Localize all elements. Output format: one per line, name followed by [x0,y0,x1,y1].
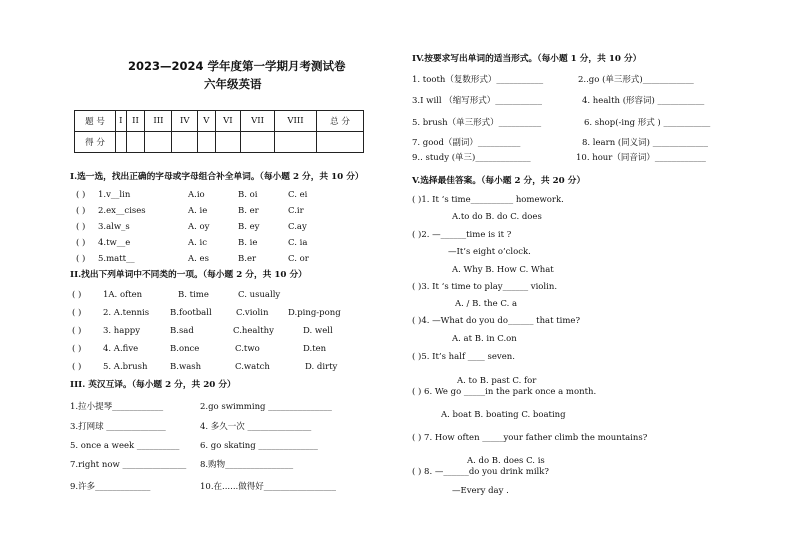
translation-item[interactable]: 5. once a week __________ [70,441,180,451]
option-a: A. ie [188,206,208,216]
mc-question[interactable]: ( )1. It ‘s time__________ homework. [412,195,564,205]
page-subtitle: 六年级英语 [204,77,262,91]
mc-options: —Every day . [452,486,509,496]
mc-options: A. do B. does C. is [467,456,545,466]
option-b: B.wash [170,362,202,372]
section-1-heading: I.选一选，找出正确的字母或字母组合补全单词。（每小题 2 分，共 10 分） [70,172,364,182]
score-col-total: 总 分 [317,111,364,132]
option-b: B. oi [238,190,258,200]
question-text: 2.ex__cises [98,206,146,216]
translation-item[interactable]: 10.在......做得好_________________ [200,482,336,492]
translation-item[interactable]: 8.购物________________ [200,460,294,470]
section-2-heading: II.找出下列单词中不同类的一项。（每小题 2 分，共 10 分） [70,270,307,280]
option-c: C. ei [288,190,308,200]
option-b: B. ey [238,222,260,232]
mc-question[interactable]: ( )4. —What do you do______ that time? [412,316,581,326]
question-text: 3.alw_s [98,222,130,232]
word-form-item[interactable]: 6. shop(-ing 形式 ) ___________ [584,118,711,128]
score-col-7: VII [241,111,275,132]
score-table-header-row [75,111,364,132]
question-text: 4. A.five [103,344,139,354]
question-paren[interactable]: ( ) [72,290,82,300]
option-d: D.ten [303,344,327,354]
score-cell[interactable] [215,132,241,153]
question-paren[interactable]: ( ) [72,362,82,372]
section-4-heading: IV.按要求写出单词的适当形式。（每小题 1 分，共 10 分） [412,54,642,64]
score-table-label-score: 得 分 [75,132,116,153]
question-paren[interactable]: ( ) [76,238,86,248]
score-table-label-number: 题 号 [75,111,116,132]
mc-question[interactable]: ( ) 6. We go _____in the park once a month. [412,387,597,397]
option-a: A. es [188,254,209,264]
score-col-6: VI [215,111,241,132]
score-cell[interactable] [126,132,145,153]
score-col-3: III [145,111,172,132]
score-col-2: II [126,111,145,132]
score-col-1: I [116,111,127,132]
score-col-4: IV [172,111,198,132]
option-c: C.watch [235,362,270,372]
score-cell[interactable] [274,132,316,153]
score-cell[interactable] [317,132,364,153]
translation-item[interactable]: 4. 多久一次 _______________ [200,422,312,432]
score-cell[interactable] [198,132,215,153]
option-a: A. ic [188,238,208,248]
option-b: B.once [170,344,200,354]
score-col-5: V [198,111,215,132]
option-d: D.ping-pong [288,308,341,318]
mc-options: A. to B. past C. for [457,376,537,386]
score-table [74,110,364,153]
option-b: B.er [238,254,257,264]
option-b: B.sad [170,326,194,336]
word-form-item[interactable]: 9.. study (单三)_____________ [412,153,531,163]
option-b: B. ie [238,238,258,248]
mc-options: A. Why B. How C. What [452,265,554,275]
word-form-item[interactable]: 5. brush（单三形式）__________ [412,118,542,128]
translation-item[interactable]: 7.right now _______________ [70,460,187,470]
option-c: C.two [235,344,260,354]
option-d: D. dirty [305,362,338,372]
option-c: C. usually [238,290,281,300]
score-col-8: VIII [274,111,316,132]
mc-question[interactable]: ( )2. —______time is it ? [412,230,512,240]
section-5-heading: V.选择最佳答案。（每小题 2 分，共 20 分） [412,176,586,186]
question-text: 3. happy [103,326,141,336]
translation-item[interactable]: 1.拉小提琴____________ [70,402,164,412]
option-b: B.football [170,308,212,318]
question-text: 5.matt__ [98,254,135,264]
word-form-item[interactable]: 1. tooth（复数形式）___________ [412,75,544,85]
option-c: C.healthy [233,326,274,336]
translation-item[interactable]: 2.go swimming _______________ [200,402,332,412]
score-cell[interactable] [241,132,275,153]
question-paren[interactable]: ( ) [72,344,82,354]
option-a: A.io [188,190,205,200]
word-form-item[interactable]: 2..go (单三形式)____________ [578,75,694,85]
word-form-item[interactable]: 8. learn (同义词) _____________ [582,138,708,148]
score-cell[interactable] [116,132,127,153]
question-paren[interactable]: ( ) [76,190,86,200]
question-paren[interactable]: ( ) [72,326,82,336]
question-text: 1A. often [103,290,143,300]
translation-item[interactable]: 9.许多_____________ [70,482,151,492]
question-text: 2. A.tennis [103,308,150,318]
question-paren[interactable]: ( ) [76,254,86,264]
score-table-score-row [75,132,364,153]
translation-item[interactable]: 3.打网球 ______________ [70,422,166,432]
question-paren[interactable]: ( ) [76,222,86,232]
word-form-item[interactable]: 10. hour（同音词）____________ [576,153,706,163]
mc-question[interactable]: ( )5. It’s half ____ seven. [412,352,515,362]
question-text: 1.v__lin [98,190,131,200]
mc-options: A.to do B. do C. does [452,212,542,222]
question-text: 4.tw__e [98,238,131,248]
score-cell[interactable] [172,132,198,153]
mc-options: A. / B. the C. a [455,299,518,309]
mc-question[interactable]: ( )3. It ‘s time to play______ violin. [412,282,558,292]
option-c: C. or [288,254,309,264]
option-b: B. er [238,206,259,216]
section-3-heading: III. 英汉互译。（每小题 2 分，共 20 分） [70,380,236,390]
mc-options: A. boat B. boating C. boating [441,410,566,420]
word-form-item[interactable]: 4. health (形容词) ___________ [582,96,705,106]
option-c: C.violin [236,308,269,318]
question-paren[interactable]: ( ) [76,206,86,216]
option-d: D. well [303,326,333,336]
word-form-item[interactable]: 3.I will （缩写形式）___________ [412,96,543,106]
mc-options: A. at B. in C.on [452,334,517,344]
option-a: A. oy [188,222,210,232]
page-title: 2023—2024 学年度第一学期月考测试卷 [128,59,346,73]
option-b: B. time [178,290,209,300]
option-c: C. ia [288,238,308,248]
word-form-item[interactable]: 7. good（副词）__________ [412,138,521,148]
score-cell[interactable] [145,132,172,153]
mc-question[interactable]: ( ) 8. —______do you drink milk? [412,467,549,477]
option-c: C.ay [288,222,307,232]
option-c: C.ir [288,206,304,216]
translation-item[interactable]: 6. go skating ______________ [200,441,318,451]
question-paren[interactable]: ( ) [72,308,82,318]
mc-options: —It’s eight o’clock. [448,247,531,257]
mc-question[interactable]: ( ) 7. How often _____your father climb the mountains? [412,433,648,443]
question-text: 5. A.brush [103,362,148,372]
